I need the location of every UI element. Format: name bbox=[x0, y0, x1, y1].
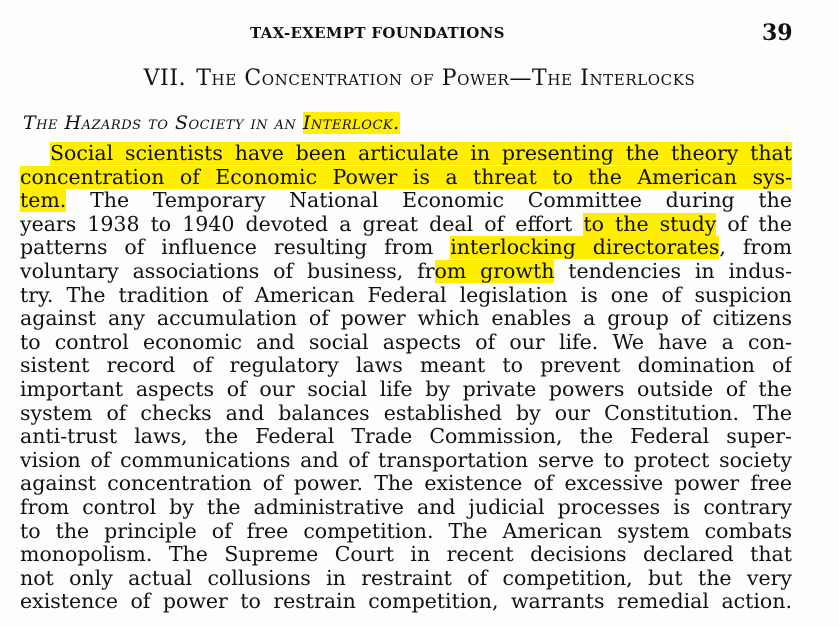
text-span: tendencies in indus- bbox=[554, 259, 792, 283]
section-number: VII. bbox=[143, 66, 187, 91]
subheading-text: The Hazards to Society in an bbox=[23, 112, 297, 134]
text-line: against any accumulation of power which enables a group of citizens bbox=[20, 307, 792, 331]
running-title: TAX-EXEMPT FOUNDATIONS bbox=[250, 24, 505, 42]
section-heading bbox=[0, 66, 839, 91]
body-paragraph bbox=[20, 142, 792, 614]
highlighted-phrase: interlocking directorates bbox=[450, 236, 720, 260]
text-line: vision of communications and of transportation serve to protect society bbox=[20, 448, 792, 472]
text-line: from control by the administrative and judicial processes is contrary bbox=[20, 495, 792, 519]
highlighted-phrase: tem. bbox=[20, 189, 67, 213]
subheading-highlight: Interlock. bbox=[302, 112, 400, 134]
text-line: not only actual collusions in restraint of competition, but the very bbox=[20, 566, 792, 590]
section-title: The Concentration of Power—The Interlocks bbox=[196, 66, 696, 91]
running-header bbox=[0, 20, 839, 44]
text-line bbox=[20, 142, 792, 166]
text-line: existence of power to restrain competition, warrants remedial action. bbox=[20, 590, 792, 614]
text-line bbox=[20, 189, 792, 213]
text-span: of the bbox=[716, 212, 792, 236]
text-span: , from bbox=[719, 236, 792, 260]
text-line: try. The tradition of American Federal legislation is one of suspicion bbox=[20, 283, 792, 307]
highlighted-phrase: om growth bbox=[434, 259, 555, 283]
text-span: years 1938 to 1940 devoted a great deal of effort bbox=[20, 212, 584, 236]
text-span: The Temporary National Economic Committee during the bbox=[66, 189, 792, 213]
text-line: to the principle of free competition. The American system combats bbox=[20, 519, 792, 543]
text-line: against concentration of power. The existence of excessive power free bbox=[20, 472, 792, 496]
highlighted-phrase: to the study bbox=[583, 212, 717, 236]
highlighted-phrase: concentration of Economic Power is a threat to the American sys- bbox=[20, 165, 792, 189]
text-line bbox=[20, 236, 792, 260]
text-line: to control economic and social aspects of our life. We have a con- bbox=[20, 330, 792, 354]
page-number: 39 bbox=[762, 20, 793, 46]
text-line: important aspects of our social life by private powers outside of the bbox=[20, 377, 792, 401]
text-line bbox=[20, 166, 792, 190]
highlighted-phrase: Social scientists have been articulate in presenting the theory that bbox=[50, 142, 792, 165]
text-line: sistent record of regulatory laws meant to prevent domination of bbox=[20, 354, 792, 378]
text-line: monopolism. The Supreme Court in recent decisions declared that bbox=[20, 543, 792, 567]
subheading bbox=[23, 112, 400, 134]
text-line: anti-trust laws, the Federal Trade Commission, the Federal super- bbox=[20, 425, 792, 449]
text-line bbox=[20, 213, 792, 237]
text-line: system of checks and balances established by our Constitution. The bbox=[20, 401, 792, 425]
text-line bbox=[20, 260, 792, 284]
text-span: voluntary associations of business, fr bbox=[20, 259, 435, 283]
text-span: patterns of influence resulting from bbox=[20, 236, 451, 260]
